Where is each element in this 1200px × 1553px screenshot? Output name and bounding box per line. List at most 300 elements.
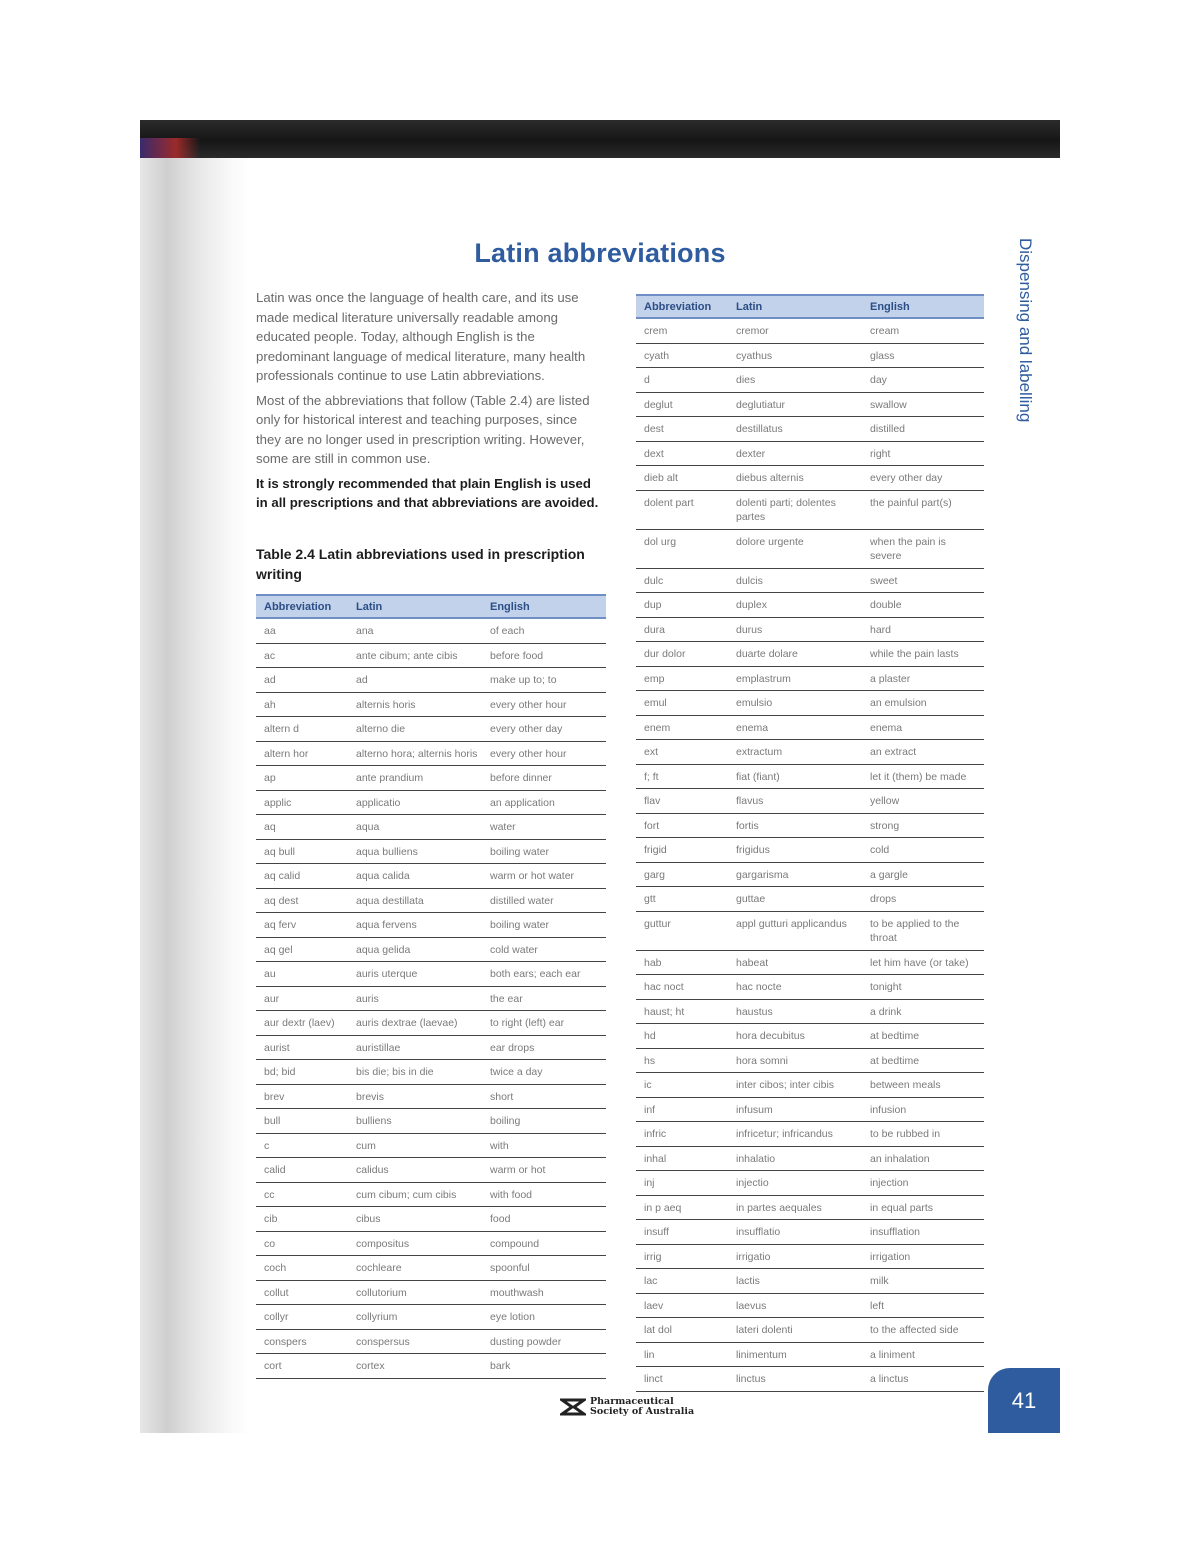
latin-cell: in partes aequales bbox=[728, 1195, 862, 1220]
abbreviation-cell: c bbox=[256, 1133, 348, 1158]
table-row bbox=[256, 643, 606, 668]
english-cell: irrigation bbox=[862, 1244, 984, 1269]
abbreviation-cell: emp bbox=[636, 666, 728, 691]
latin-cell: dolenti parti; dolentes partes bbox=[728, 490, 862, 529]
table-row bbox=[256, 790, 606, 815]
english-cell: an application bbox=[482, 790, 606, 815]
intro-paragraph-2: Most of the abbreviations that follow (Table 2.4) are listed only for historical interest and teaching purposes, since they are no longer used in prescription writing. However, some are still in common use. bbox=[256, 392, 590, 466]
english-cell: boiling water bbox=[482, 913, 606, 938]
latin-cell: cum bbox=[348, 1133, 482, 1158]
recommendation-paragraph: It is strongly recommended that plain English is used in all prescriptions and that abbreviations are avoided. bbox=[256, 475, 599, 510]
table-row bbox=[256, 888, 606, 913]
english-cell: a drink bbox=[862, 999, 984, 1024]
table-row bbox=[636, 950, 984, 975]
table-row bbox=[636, 1122, 984, 1147]
table-row bbox=[256, 668, 606, 693]
table-row bbox=[256, 1060, 606, 1085]
abbreviation-cell: cort bbox=[256, 1354, 348, 1379]
page-number: 41 bbox=[988, 1368, 1060, 1433]
english-cell: between meals bbox=[862, 1073, 984, 1098]
abbreviation-cell: brev bbox=[256, 1084, 348, 1109]
latin-cell: dexter bbox=[728, 441, 862, 466]
english-cell: swallow bbox=[862, 392, 984, 417]
english-cell: cold bbox=[862, 838, 984, 863]
latin-cell: infusum bbox=[728, 1097, 862, 1122]
latin-cell: gargarisma bbox=[728, 862, 862, 887]
table-row bbox=[256, 1256, 606, 1281]
cover-accent bbox=[140, 138, 200, 158]
latin-cell: dolore urgente bbox=[728, 529, 862, 568]
latin-cell: aqua bulliens bbox=[348, 839, 482, 864]
abbreviation-cell: dolent part bbox=[636, 490, 728, 529]
abbreviation-cell: dura bbox=[636, 617, 728, 642]
table-row bbox=[256, 1158, 606, 1183]
section-tab-label: Dispensing and labelling bbox=[1016, 238, 1035, 423]
abbreviation-cell: calid bbox=[256, 1158, 348, 1183]
abbreviation-cell: collut bbox=[256, 1280, 348, 1305]
english-cell: short bbox=[482, 1084, 606, 1109]
table-row bbox=[256, 1280, 606, 1305]
english-cell: the ear bbox=[482, 986, 606, 1011]
english-cell: insufflation bbox=[862, 1220, 984, 1245]
latin-cell: aqua fervens bbox=[348, 913, 482, 938]
table-row bbox=[256, 766, 606, 791]
latin-cell: lateri dolenti bbox=[728, 1318, 862, 1343]
latin-cell: alternis horis bbox=[348, 692, 482, 717]
english-cell: tonight bbox=[862, 975, 984, 1000]
english-cell: an emulsion bbox=[862, 691, 984, 716]
english-cell: at bedtime bbox=[862, 1024, 984, 1049]
english-cell: to be applied to the throat bbox=[862, 911, 984, 950]
abbreviation-cell: inhal bbox=[636, 1146, 728, 1171]
latin-cell: inter cibos; inter cibis bbox=[728, 1073, 862, 1098]
latin-cell: calidus bbox=[348, 1158, 482, 1183]
abbreviation-table-left bbox=[256, 594, 606, 1379]
latin-cell: linctus bbox=[728, 1367, 862, 1392]
abbreviation-cell: in p aeq bbox=[636, 1195, 728, 1220]
table-row bbox=[636, 1318, 984, 1343]
abbreviation-cell: haust; ht bbox=[636, 999, 728, 1024]
latin-cell: haustus bbox=[728, 999, 862, 1024]
table-row bbox=[256, 1354, 606, 1379]
latin-cell: alterno die bbox=[348, 717, 482, 742]
english-cell: warm or hot water bbox=[482, 864, 606, 889]
abbreviation-cell: aq calid bbox=[256, 864, 348, 889]
latin-cell: collyrium bbox=[348, 1305, 482, 1330]
latin-cell: frigidus bbox=[728, 838, 862, 863]
abbreviation-cell: collyr bbox=[256, 1305, 348, 1330]
abbreviation-cell: deglut bbox=[636, 392, 728, 417]
latin-cell: applicatio bbox=[348, 790, 482, 815]
column-header-english: English bbox=[862, 295, 984, 318]
english-cell: boiling bbox=[482, 1109, 606, 1134]
english-cell: the painful part(s) bbox=[862, 490, 984, 529]
latin-cell: fiat (fiant) bbox=[728, 764, 862, 789]
table-row bbox=[636, 1146, 984, 1171]
abbreviation-cell: altern hor bbox=[256, 741, 348, 766]
column-header-abbreviation: Abbreviation bbox=[256, 595, 348, 618]
abbreviation-cell: d bbox=[636, 368, 728, 393]
latin-cell: laevus bbox=[728, 1293, 862, 1318]
english-cell: injection bbox=[862, 1171, 984, 1196]
latin-cell: hora somni bbox=[728, 1048, 862, 1073]
table-row bbox=[636, 368, 984, 393]
abbreviation-cell: aq ferv bbox=[256, 913, 348, 938]
latin-cell: ante cibum; ante cibis bbox=[348, 643, 482, 668]
abbreviation-cell: gtt bbox=[636, 887, 728, 912]
english-cell: infusion bbox=[862, 1097, 984, 1122]
table-row bbox=[256, 1084, 606, 1109]
latin-cell: duarte dolare bbox=[728, 642, 862, 667]
abbreviation-cell: hac noct bbox=[636, 975, 728, 1000]
english-cell: to be rubbed in bbox=[862, 1122, 984, 1147]
table-row bbox=[636, 1367, 984, 1392]
latin-cell: injectio bbox=[728, 1171, 862, 1196]
table-row bbox=[636, 1073, 984, 1098]
english-cell: ear drops bbox=[482, 1035, 606, 1060]
publisher-name-line-1: Pharmaceutical bbox=[590, 1396, 674, 1407]
abbreviation-cell: bd; bid bbox=[256, 1060, 348, 1085]
table-row bbox=[256, 864, 606, 889]
latin-cell: linimentum bbox=[728, 1342, 862, 1367]
latin-cell: hac nocte bbox=[728, 975, 862, 1000]
english-cell: compound bbox=[482, 1231, 606, 1256]
abbreviation-cell: aq bull bbox=[256, 839, 348, 864]
english-cell: warm or hot bbox=[482, 1158, 606, 1183]
table-row bbox=[256, 618, 606, 643]
latin-cell: alterno hora; alternis horis bbox=[348, 741, 482, 766]
abbreviation-cell: dol urg bbox=[636, 529, 728, 568]
latin-cell: aqua gelida bbox=[348, 937, 482, 962]
abbreviation-cell: inf bbox=[636, 1097, 728, 1122]
column-header-english: English bbox=[482, 595, 606, 618]
english-cell: mouthwash bbox=[482, 1280, 606, 1305]
column-header-latin: Latin bbox=[348, 595, 482, 618]
latin-cell: auristillae bbox=[348, 1035, 482, 1060]
table-row bbox=[636, 343, 984, 368]
table-row bbox=[636, 1220, 984, 1245]
latin-cell: lactis bbox=[728, 1269, 862, 1294]
abbreviation-cell: dext bbox=[636, 441, 728, 466]
table-row bbox=[636, 764, 984, 789]
latin-cell: irrigatio bbox=[728, 1244, 862, 1269]
abbreviation-cell: hd bbox=[636, 1024, 728, 1049]
latin-cell: ana bbox=[348, 618, 482, 643]
latin-cell: guttae bbox=[728, 887, 862, 912]
abbreviation-cell: laev bbox=[636, 1293, 728, 1318]
abbreviation-cell: hs bbox=[636, 1048, 728, 1073]
english-cell: make up to; to bbox=[482, 668, 606, 693]
english-cell: double bbox=[862, 593, 984, 618]
abbreviation-cell: enem bbox=[636, 715, 728, 740]
english-cell: water bbox=[482, 815, 606, 840]
english-cell: while the pain lasts bbox=[862, 642, 984, 667]
abbreviation-cell: lat dol bbox=[636, 1318, 728, 1343]
abbreviation-cell: hab bbox=[636, 950, 728, 975]
latin-cell: flavus bbox=[728, 789, 862, 814]
english-cell: milk bbox=[862, 1269, 984, 1294]
abbreviation-cell: fort bbox=[636, 813, 728, 838]
english-cell: strong bbox=[862, 813, 984, 838]
table-row bbox=[256, 1231, 606, 1256]
abbreviation-cell: lac bbox=[636, 1269, 728, 1294]
table-row bbox=[636, 1269, 984, 1294]
english-cell: enema bbox=[862, 715, 984, 740]
english-cell: every other day bbox=[862, 466, 984, 491]
table-row bbox=[256, 741, 606, 766]
table-row bbox=[636, 490, 984, 529]
english-cell: let it (them) be made bbox=[862, 764, 984, 789]
table-row bbox=[256, 1011, 606, 1036]
page-top-edge bbox=[140, 120, 1060, 158]
publisher-logo bbox=[560, 1397, 694, 1417]
english-cell: spoonful bbox=[482, 1256, 606, 1281]
english-cell: a plaster bbox=[862, 666, 984, 691]
column-header-abbreviation: Abbreviation bbox=[636, 295, 728, 318]
english-cell: a liniment bbox=[862, 1342, 984, 1367]
english-cell: bark bbox=[482, 1354, 606, 1379]
abbreviation-cell: garg bbox=[636, 862, 728, 887]
table-row bbox=[256, 692, 606, 717]
table-row bbox=[256, 1329, 606, 1354]
english-cell: distilled water bbox=[482, 888, 606, 913]
table-row bbox=[636, 529, 984, 568]
table-row bbox=[256, 937, 606, 962]
abbreviation-cell: insuff bbox=[636, 1220, 728, 1245]
table-row bbox=[636, 617, 984, 642]
abbreviation-cell: linct bbox=[636, 1367, 728, 1392]
table-row bbox=[636, 1342, 984, 1367]
abbreviation-cell: ah bbox=[256, 692, 348, 717]
abbreviation-cell: au bbox=[256, 962, 348, 987]
latin-cell: ante prandium bbox=[348, 766, 482, 791]
english-cell: with bbox=[482, 1133, 606, 1158]
latin-cell: conspersus bbox=[348, 1329, 482, 1354]
english-cell: dusting powder bbox=[482, 1329, 606, 1354]
english-cell: before food bbox=[482, 643, 606, 668]
english-cell: every other day bbox=[482, 717, 606, 742]
latin-cell: dulcis bbox=[728, 568, 862, 593]
latin-cell: infricetur; infricandus bbox=[728, 1122, 862, 1147]
english-cell: when the pain is severe bbox=[862, 529, 984, 568]
abbreviation-cell: aq gel bbox=[256, 937, 348, 962]
table-row bbox=[256, 815, 606, 840]
table-body-left bbox=[256, 618, 606, 1378]
latin-cell: insufflatio bbox=[728, 1220, 862, 1245]
latin-cell: collutorium bbox=[348, 1280, 482, 1305]
abbreviation-cell: guttur bbox=[636, 911, 728, 950]
latin-cell: destillatus bbox=[728, 417, 862, 442]
intro-paragraph-1: Latin was once the language of health care, and its use made medical literature universally readable among educated people. Today, although English is the predominant language of medical literature, many health professionals continue to use Latin abbreviations. bbox=[256, 290, 586, 383]
table-row bbox=[636, 1244, 984, 1269]
abbreviation-cell: irrig bbox=[636, 1244, 728, 1269]
table-row bbox=[636, 911, 984, 950]
abbreviation-cell: dieb alt bbox=[636, 466, 728, 491]
table-row bbox=[636, 318, 984, 343]
english-cell: at bedtime bbox=[862, 1048, 984, 1073]
english-cell: cold water bbox=[482, 937, 606, 962]
table-row bbox=[256, 839, 606, 864]
english-cell: boiling water bbox=[482, 839, 606, 864]
abbreviation-cell: dup bbox=[636, 593, 728, 618]
latin-cell: appl gutturi applicandus bbox=[728, 911, 862, 950]
table-row bbox=[636, 740, 984, 765]
table-row bbox=[636, 691, 984, 716]
table-row bbox=[636, 1097, 984, 1122]
abbreviation-cell: ic bbox=[636, 1073, 728, 1098]
table-row bbox=[636, 642, 984, 667]
table-row bbox=[636, 887, 984, 912]
abbreviation-cell: aa bbox=[256, 618, 348, 643]
table-row bbox=[256, 962, 606, 987]
english-cell: a linctus bbox=[862, 1367, 984, 1392]
latin-cell: emplastrum bbox=[728, 666, 862, 691]
latin-cell: extractum bbox=[728, 740, 862, 765]
table-row bbox=[636, 999, 984, 1024]
latin-cell: compositus bbox=[348, 1231, 482, 1256]
abbreviation-cell: f; ft bbox=[636, 764, 728, 789]
table-row bbox=[256, 1133, 606, 1158]
abbreviation-cell: aur dextr (laev) bbox=[256, 1011, 348, 1036]
table-row bbox=[636, 392, 984, 417]
table-row bbox=[636, 417, 984, 442]
english-cell: every other hour bbox=[482, 692, 606, 717]
table-row bbox=[636, 441, 984, 466]
table-row bbox=[256, 1109, 606, 1134]
abbreviation-cell: dulc bbox=[636, 568, 728, 593]
table-row bbox=[256, 913, 606, 938]
psa-emblem-icon bbox=[560, 1397, 586, 1417]
table-row bbox=[636, 1048, 984, 1073]
table-row bbox=[256, 1035, 606, 1060]
latin-cell: cremor bbox=[728, 318, 862, 343]
table-row bbox=[636, 838, 984, 863]
latin-cell: bulliens bbox=[348, 1109, 482, 1134]
table-row bbox=[636, 1024, 984, 1049]
english-cell: distilled bbox=[862, 417, 984, 442]
abbreviation-cell: conspers bbox=[256, 1329, 348, 1354]
table-row bbox=[636, 1195, 984, 1220]
abbreviation-cell: coch bbox=[256, 1256, 348, 1281]
table-row bbox=[636, 466, 984, 491]
english-cell: right bbox=[862, 441, 984, 466]
english-cell: of each bbox=[482, 618, 606, 643]
english-cell: to the affected side bbox=[862, 1318, 984, 1343]
latin-cell: cortex bbox=[348, 1354, 482, 1379]
table-row bbox=[256, 1182, 606, 1207]
latin-cell: bis die; bis in die bbox=[348, 1060, 482, 1085]
latin-cell: enema bbox=[728, 715, 862, 740]
table-row bbox=[636, 666, 984, 691]
english-cell: to right (left) ear bbox=[482, 1011, 606, 1036]
latin-cell: aqua calida bbox=[348, 864, 482, 889]
page-title: Latin abbreviations bbox=[474, 238, 726, 268]
english-cell: yellow bbox=[862, 789, 984, 814]
abbreviation-cell: flav bbox=[636, 789, 728, 814]
english-cell: every other hour bbox=[482, 741, 606, 766]
abbreviation-table-right bbox=[636, 294, 984, 1392]
table-row bbox=[636, 715, 984, 740]
latin-cell: brevis bbox=[348, 1084, 482, 1109]
abbreviation-cell: ext bbox=[636, 740, 728, 765]
publisher-name-line-2: Society of Australia bbox=[590, 1406, 695, 1417]
english-cell: with food bbox=[482, 1182, 606, 1207]
latin-cell: auris uterque bbox=[348, 962, 482, 987]
english-cell: let him have (or take) bbox=[862, 950, 984, 975]
english-cell: eye lotion bbox=[482, 1305, 606, 1330]
abbreviation-cell: dest bbox=[636, 417, 728, 442]
abbreviation-cell: emul bbox=[636, 691, 728, 716]
abbreviation-cell: dur dolor bbox=[636, 642, 728, 667]
abbreviation-cell: applic bbox=[256, 790, 348, 815]
table-row bbox=[256, 1207, 606, 1232]
latin-cell: cyathus bbox=[728, 343, 862, 368]
table-caption: Table 2.4 Latin abbreviations used in prescription writing bbox=[256, 546, 585, 582]
english-cell: glass bbox=[862, 343, 984, 368]
abbreviation-cell: aur bbox=[256, 986, 348, 1011]
english-cell: twice a day bbox=[482, 1060, 606, 1085]
table-row bbox=[256, 1305, 606, 1330]
table-header-row bbox=[636, 295, 984, 318]
latin-cell: habeat bbox=[728, 950, 862, 975]
book-spine-shadow bbox=[140, 158, 250, 1433]
english-cell: drops bbox=[862, 887, 984, 912]
abbreviation-cell: aurist bbox=[256, 1035, 348, 1060]
table-row bbox=[256, 986, 606, 1011]
english-cell: left bbox=[862, 1293, 984, 1318]
table-body-right bbox=[636, 318, 984, 1391]
abbreviation-cell: crem bbox=[636, 318, 728, 343]
table-row bbox=[636, 975, 984, 1000]
abbreviation-cell: infric bbox=[636, 1122, 728, 1147]
latin-cell: emulsio bbox=[728, 691, 862, 716]
english-cell: both ears; each ear bbox=[482, 962, 606, 987]
abbreviation-cell: ap bbox=[256, 766, 348, 791]
table-row bbox=[256, 717, 606, 742]
english-cell: cream bbox=[862, 318, 984, 343]
english-cell: an inhalation bbox=[862, 1146, 984, 1171]
latin-cell: ad bbox=[348, 668, 482, 693]
latin-cell: cum cibum; cum cibis bbox=[348, 1182, 482, 1207]
book-page bbox=[140, 120, 1060, 1433]
table-row bbox=[636, 1293, 984, 1318]
abbreviation-cell: aq dest bbox=[256, 888, 348, 913]
abbreviation-cell: altern d bbox=[256, 717, 348, 742]
abbreviation-cell: cyath bbox=[636, 343, 728, 368]
latin-cell: duplex bbox=[728, 593, 862, 618]
section-side-tab bbox=[1016, 238, 1050, 438]
abbreviation-cell: co bbox=[256, 1231, 348, 1256]
table-row bbox=[636, 1171, 984, 1196]
latin-cell: auris dextrae (laevae) bbox=[348, 1011, 482, 1036]
abbreviation-cell: bull bbox=[256, 1109, 348, 1134]
abbreviation-cell: frigid bbox=[636, 838, 728, 863]
english-cell: a gargle bbox=[862, 862, 984, 887]
latin-cell: durus bbox=[728, 617, 862, 642]
english-cell: food bbox=[482, 1207, 606, 1232]
table-row bbox=[636, 862, 984, 887]
english-cell: in equal parts bbox=[862, 1195, 984, 1220]
english-cell: before dinner bbox=[482, 766, 606, 791]
english-cell: sweet bbox=[862, 568, 984, 593]
intro-text bbox=[256, 288, 602, 518]
table-row bbox=[636, 813, 984, 838]
latin-cell: cochleare bbox=[348, 1256, 482, 1281]
table-header-row bbox=[256, 595, 606, 618]
abbreviation-cell: aq bbox=[256, 815, 348, 840]
english-cell: day bbox=[862, 368, 984, 393]
latin-cell: hora decubitus bbox=[728, 1024, 862, 1049]
